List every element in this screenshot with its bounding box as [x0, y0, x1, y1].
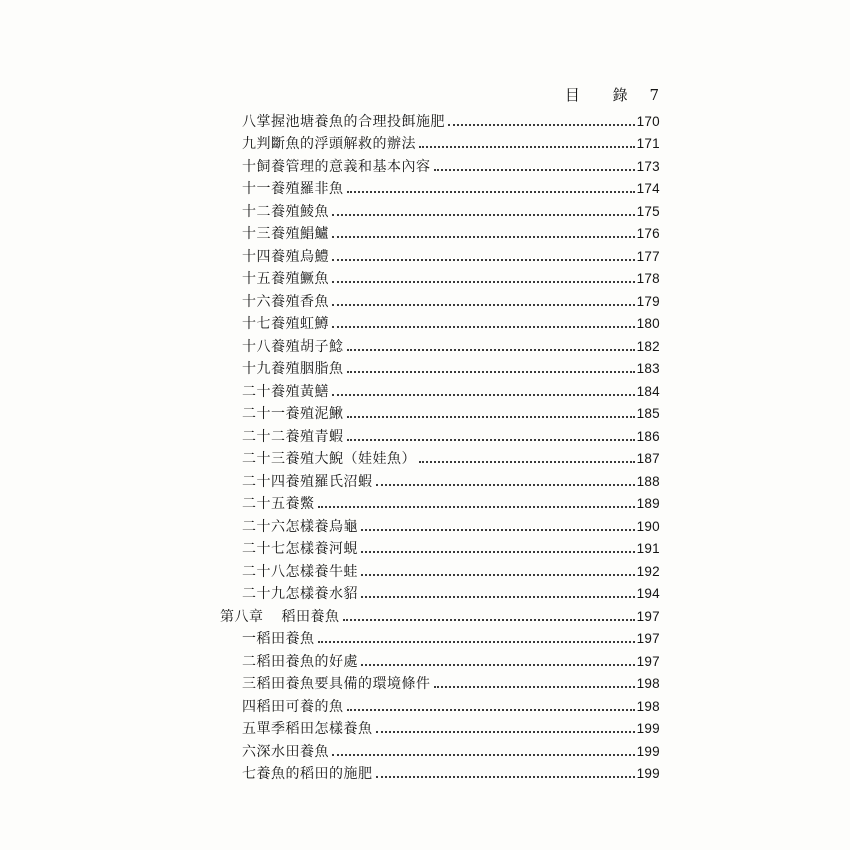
toc-entry-title: 十九養殖胭脂魚 — [242, 361, 344, 377]
toc-page-number: 189 — [636, 496, 660, 511]
toc-entry-title: 四稻田可養的魚 — [242, 698, 344, 715]
toc-page-number: 190 — [636, 518, 660, 534]
toc-page-number: 197 — [636, 631, 660, 646]
toc-entry-title — [220, 608, 340, 626]
toc-entry — [220, 198, 660, 221]
toc-page-number: 177 — [636, 248, 660, 264]
dot-leader — [361, 529, 635, 531]
dot-leader — [347, 371, 635, 373]
dot-leader — [332, 259, 635, 261]
toc-page-number: 179 — [636, 293, 660, 309]
toc-entry — [220, 446, 660, 469]
toc-entry-title: 十三養殖鯧鱸 — [242, 226, 329, 242]
running-head — [560, 84, 660, 105]
dot-leader — [332, 214, 635, 216]
toc-entry-title: 二十九怎樣養水貂 — [242, 586, 358, 602]
running-head-title: 目 錄 — [564, 86, 642, 104]
dot-leader — [361, 664, 635, 666]
toc-page-number: 175 — [636, 203, 660, 219]
toc-page-number: 197 — [636, 608, 660, 624]
dot-leader — [347, 709, 635, 711]
toc-entry — [220, 153, 660, 176]
toc-entry — [220, 738, 660, 761]
toc-entry — [220, 221, 660, 244]
toc-entry — [220, 176, 660, 199]
toc-entry-title: 二十七怎樣養河蜆 — [242, 541, 358, 557]
toc-page-number: 170 — [636, 113, 660, 129]
toc-entry — [220, 468, 660, 491]
toc-entry — [220, 311, 660, 334]
toc-entry — [220, 648, 660, 671]
dot-leader — [361, 596, 635, 598]
running-head-page-number: 7 — [649, 86, 660, 104]
toc-entry — [220, 581, 660, 604]
toc-entry-title: 五單季稻田怎樣養魚 — [242, 721, 373, 737]
toc-entry — [220, 243, 660, 266]
toc-entry-title: 二十三養殖大鯢（娃娃魚） — [242, 451, 416, 467]
dot-leader — [318, 641, 635, 643]
toc-entry — [220, 761, 660, 784]
toc-entry-title: 二十二養殖青蝦 — [242, 428, 344, 445]
toc-page-number: 198 — [636, 676, 660, 691]
toc-page-number: 186 — [636, 428, 660, 444]
toc-page-number: 199 — [636, 743, 660, 759]
toc-page-number: 191 — [636, 541, 660, 556]
toc-page-number: 192 — [636, 563, 660, 579]
dot-leader — [376, 731, 635, 733]
dot-leader — [343, 619, 635, 621]
dot-leader — [419, 461, 635, 463]
toc-entry-title: 十五養殖鱖魚 — [242, 271, 329, 287]
toc-entry-title: 二十八怎樣養牛蛙 — [242, 563, 358, 580]
dot-leader — [332, 304, 635, 306]
toc-entry — [220, 671, 660, 694]
dot-leader — [448, 124, 635, 126]
toc-entry — [220, 108, 660, 131]
toc-entry — [220, 513, 660, 536]
toc-entry-title: 八掌握池塘養魚的合理投餌施肥 — [242, 113, 445, 130]
toc-entry-title: 二稻田養魚的好處 — [242, 653, 358, 670]
toc-entry — [220, 131, 660, 154]
toc-page-number: 183 — [636, 361, 660, 376]
toc-page-number: 187 — [636, 451, 660, 466]
toc-entry-title: 十一養殖羅非魚 — [242, 181, 344, 197]
dot-leader — [332, 326, 635, 328]
toc-entry-title: 十二養殖鯪魚 — [242, 203, 329, 220]
toc-entry — [220, 693, 660, 716]
chapter-label: 第八章 — [220, 608, 264, 625]
dot-leader — [361, 574, 635, 576]
toc-entry — [220, 378, 660, 401]
toc-entry — [220, 333, 660, 356]
toc-entry-title: 十飼養管理的意義和基本內容 — [242, 158, 431, 175]
toc-page-number: 188 — [636, 473, 660, 489]
toc-entry — [220, 423, 660, 446]
toc-page-number: 176 — [636, 226, 660, 241]
toc-entry — [220, 266, 660, 289]
toc-entry-title: 二十一養殖泥鰍 — [242, 406, 344, 422]
toc-page-number: 199 — [636, 721, 660, 736]
dot-leader — [434, 686, 635, 688]
toc-entry-title: 一稻田養魚 — [242, 631, 315, 647]
toc-entry — [220, 288, 660, 311]
dot-leader — [419, 146, 635, 148]
dot-leader — [332, 394, 635, 396]
toc-page-number: 184 — [636, 383, 660, 399]
toc-entry-title: 十八養殖胡子鯰 — [242, 338, 344, 355]
toc-entry-title: 二十養殖黃鱔 — [242, 383, 329, 400]
toc-page-number: 199 — [636, 766, 660, 781]
toc-page-number: 198 — [636, 698, 660, 714]
toc-entry-title: 六深水田養魚 — [242, 743, 329, 760]
dot-leader — [347, 416, 635, 418]
toc-entry — [220, 491, 660, 514]
toc-entry-title: 九判斷魚的浮頭解救的辦法 — [242, 136, 416, 152]
toc-entry-title: 二十五養鱉 — [242, 496, 315, 512]
chapter-title: 稻田養魚 — [281, 608, 340, 625]
dot-leader — [318, 506, 635, 508]
toc-page-number: 174 — [636, 181, 660, 196]
table-of-contents — [220, 108, 660, 783]
toc-entry — [220, 626, 660, 649]
dot-leader — [347, 349, 635, 351]
dot-leader — [332, 236, 635, 238]
toc-chapter-entry — [220, 603, 660, 626]
dot-leader — [361, 551, 635, 553]
toc-page-number: 178 — [636, 271, 660, 286]
toc-page-number: 171 — [636, 136, 660, 151]
toc-page-number: 182 — [636, 338, 660, 354]
toc-entry-title: 十六養殖香魚 — [242, 293, 329, 310]
dot-leader — [347, 439, 635, 441]
toc-entry — [220, 716, 660, 739]
toc-page-number: 180 — [636, 316, 660, 331]
dot-leader — [347, 191, 635, 193]
toc-page-number: 185 — [636, 406, 660, 421]
toc-entry-title: 三稻田養魚要具備的環境條件 — [242, 676, 431, 692]
toc-page-number: 197 — [636, 653, 660, 669]
toc-entry-title: 二十四養殖羅氏沼蝦 — [242, 473, 373, 490]
toc-page-number: 173 — [636, 158, 660, 174]
dot-leader — [332, 754, 635, 756]
dot-leader — [434, 169, 635, 171]
dot-leader — [332, 281, 635, 283]
toc-entry — [220, 356, 660, 379]
toc-page-number: 194 — [636, 586, 660, 601]
dot-leader — [376, 484, 635, 486]
dot-leader — [376, 776, 635, 778]
toc-entry — [220, 536, 660, 559]
toc-entry — [220, 401, 660, 424]
toc-entry-title: 二十六怎樣養烏龜 — [242, 518, 358, 535]
toc-entry — [220, 558, 660, 581]
toc-entry-title: 十四養殖烏鱧 — [242, 248, 329, 265]
toc-entry-title: 七養魚的稻田的施肥 — [242, 766, 373, 782]
toc-entry-title: 十七養殖虹鱒 — [242, 316, 329, 332]
